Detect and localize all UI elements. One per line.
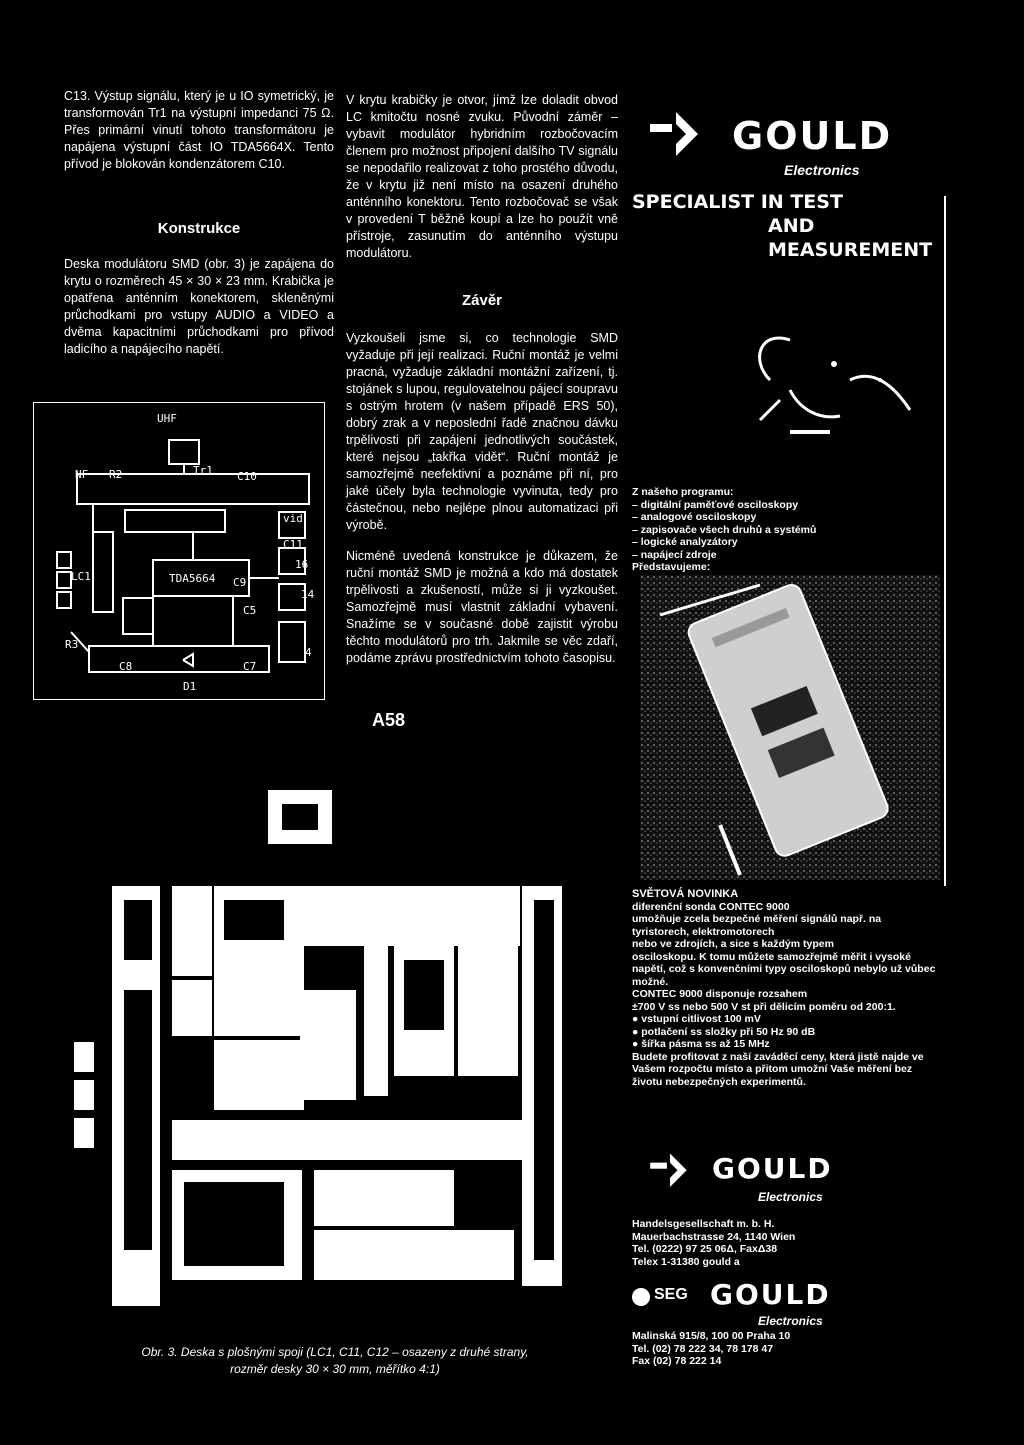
- person-silhouette-image: [730, 320, 940, 460]
- slogan-line-2: AND: [768, 215, 815, 237]
- label-c14: 14: [301, 588, 315, 601]
- label-c5: C5: [243, 604, 257, 617]
- diagram-frame: [34, 403, 325, 700]
- uhf-connector: [169, 440, 199, 464]
- brand-name: GOULD: [732, 114, 893, 158]
- label-c16: 16: [295, 558, 309, 571]
- program-item: – napájecí zdroje: [632, 548, 717, 561]
- program-item: – zapisovače všech druhů a systémů: [632, 523, 817, 536]
- label-c7: C7: [243, 660, 257, 673]
- label-d1: D1: [183, 680, 197, 693]
- construction-paragraph: Deska modulátoru SMD (obr. 3) je zapájena do krytu o rozměrech 45 × 30 × 23 mm. Krabička je opatřena anténním konektorem, skleněnými průchodkami pro vstupy AUDIO a VIDEO a dvěma kapacitními průchodkami pro přívod ladicího a napájecího napětí.: [64, 257, 334, 356]
- news-line: umožňuje zcela bezpečné měření signálů např. na tyristorech, elektromotorech: [632, 913, 882, 938]
- label-c8: C8: [119, 660, 133, 673]
- brand-sub: Electronics: [784, 162, 860, 178]
- news-line: ±700 V ss nebo 500 V st při dělicím poměru od 200:1.: [632, 1000, 896, 1013]
- address-line: Tel. (0222) 97 25 06Δ, FaxΔ38: [632, 1243, 778, 1255]
- slogan-line-3: MEASUREMENT: [768, 239, 933, 261]
- caption-line-2: rozměr desky 30 × 30 mm, měřítko 4:1): [230, 1362, 440, 1376]
- address-vienna: [632, 1218, 938, 1268]
- section-heading-konstrukce: Konstrukce: [157, 220, 241, 237]
- pcb-layout-svg: [64, 790, 620, 1310]
- circuit-diagram-svg: [33, 402, 325, 700]
- program-item: – analogové osciloskopy: [632, 511, 757, 523]
- program-title: Z našeho programu:: [632, 486, 734, 498]
- address-line: Fax (02) 78 222 14: [632, 1355, 722, 1367]
- brand-sub: Electronics: [758, 1314, 823, 1328]
- gould-arrow-icon: [650, 1152, 696, 1190]
- label-nf: NF: [75, 468, 89, 481]
- brand-name: GOULD: [710, 1278, 831, 1311]
- brand-sub: Electronics: [758, 1190, 823, 1204]
- middle-paragraph-3: Nicméně uvedená konstrukce je důkazem, že ruční montáž SMD je možná a kdo má dostatek trpělivosti a zkušeností, může si ji vyzkoušet. Samozřejmě musí vlastnit základní vybavení. Snažíme se v současné době zajistit výrobu těchto modulátorů pro trh. Jakmile se věc zdaří, podáme zprávu prostřednictvím tohoto časopisu.: [346, 549, 618, 665]
- slogan-line-1: SPECIALIST IN TEST: [632, 191, 843, 213]
- news-line: ● šířka pásma ss až 15 MHz: [632, 1038, 770, 1050]
- address-line: Telex 1-31380 gould a: [632, 1255, 740, 1268]
- label-uhf: UHF: [157, 412, 177, 425]
- probe-product-image: [640, 575, 940, 880]
- gould-arrow-icon: [650, 110, 710, 160]
- label-lc1: LC1: [71, 570, 91, 583]
- news-line: Budete profitovat z naší zaváděcí ceny, která jistě najde ve Vašem rozpočtu místo a přitom umožní Vaše měření bez životu nebezpečných experimentů.: [632, 1050, 924, 1088]
- figure-caption: [40, 1344, 630, 1378]
- seg-dot-icon: [632, 1288, 650, 1306]
- section-heading-zaver: Závěr: [461, 292, 503, 309]
- label-video: vid: [283, 512, 303, 525]
- address-line: Handelsgesellschaft m. b. H.: [632, 1218, 775, 1230]
- news-line: CONTEC 9000 disponuje rozsahem: [632, 988, 808, 1000]
- present-label: Představujeme:: [632, 561, 711, 573]
- middle-paragraph-2: Vyzkoušeli jsme si, co technologie SMD vyžaduje při její realizaci. Ruční montáž je velmi pracná, vyžaduje základní montážní zařízení, tj. stojánek s lupou, regulovatelnou pájecí soupravu s ostrým hrotem (v našem případě ERS 50), dobrý zrak a v neposlední řadě značnou dávku trpělivosti při zapájení jednotlivých součástek, které nejsou „takřka vidět“. Ruční montáž je samozřejmě neefektivní a poznáme při ní, pro jaké účely byla technologie vyvinuta, tedy pro částečnou, nebo nejlépe plnou automatizaci při výrobě.: [346, 331, 618, 532]
- program-list: [632, 486, 942, 574]
- label-c11: C11: [283, 538, 303, 551]
- news-block: [632, 888, 938, 1088]
- label-ic: TDA5664: [169, 572, 216, 585]
- news-title: SVĚTOVÁ NOVINKA: [632, 888, 739, 900]
- label-c4: 4: [305, 646, 312, 659]
- news-line: nebo ve zdrojích, a sice s každým typem: [632, 938, 834, 950]
- gould-logo-middle: [650, 1152, 890, 1208]
- news-line: osciloskopu. K tomu můžete samozřejmě měřit i vysoké napětí, což s konvenčními typy osciloskopů nebylo už vůbec možné.: [632, 950, 936, 988]
- news-line: ● vstupní citlivost 100 mV: [632, 1013, 761, 1025]
- brand-name: GOULD: [712, 1152, 833, 1185]
- ad-border-line: [944, 196, 946, 886]
- intro-paragraph: C13. Výstup signálu, který je u IO symetrický, je transformován Tr1 na výstupní impedanci 75 Ω. Přes primární vinutí tohoto transformátoru je napájena výstupní část IO TDA5664X. Tento přívod je blokován kondenzátorem C10.: [64, 89, 334, 171]
- label-r2: R2: [109, 468, 123, 481]
- gould-logo-top: [650, 108, 940, 188]
- ad-slogan: [632, 190, 932, 262]
- news-line: ● potlačení ss složky při 50 Hz 90 dB: [632, 1025, 816, 1038]
- address-line: Mauerbachstrasse 24, 1140 Wien: [632, 1230, 796, 1243]
- address-line: Tel. (02) 78 222 34, 78 178 47: [632, 1342, 774, 1355]
- pcb-layout: [64, 790, 620, 1310]
- label-r3: R3: [65, 638, 79, 651]
- address-line: Malinská 915/8, 100 00 Praha 10: [632, 1330, 791, 1342]
- page-code: A58: [372, 710, 406, 730]
- address-prague: [632, 1330, 938, 1368]
- middle-paragraph-1: V krytu krabičky je otvor, jímž lze doladit obvod LC kmitočtu nosné zvuku. Původní záměr – vybavit modulátor hybridním rozbočovacím členem pro možnost připojení dalšího TV signálu se nepodařilo realizovat z toho prostého důvodu, že v krytu již není místo na osazení druhého anténního konektoru. Tento rozbočovač se však v provedení T běžně koupí a lze ho použít vně přístroje, zasunutím do anténního výstupu modulátoru.: [346, 93, 618, 260]
- caption-line-1: Obr. 3. Deska s plošnými spoji (LC1, C11, C12 – osazeny z druhé strany,: [141, 1345, 529, 1359]
- label-c10: C10: [237, 470, 257, 483]
- seg-label: SEG: [654, 1286, 688, 1303]
- program-item: – logické analyzátory: [632, 536, 738, 548]
- label-tr1: Tr1: [193, 464, 213, 477]
- label-c9: C9: [233, 576, 247, 589]
- seg-gould-logo: [632, 1278, 932, 1328]
- news-line: diferenční sonda CONTEC 9000: [632, 900, 790, 913]
- program-item: – digitální paměťové osciloskopy: [632, 498, 799, 511]
- circuit-diagram: [33, 402, 325, 700]
